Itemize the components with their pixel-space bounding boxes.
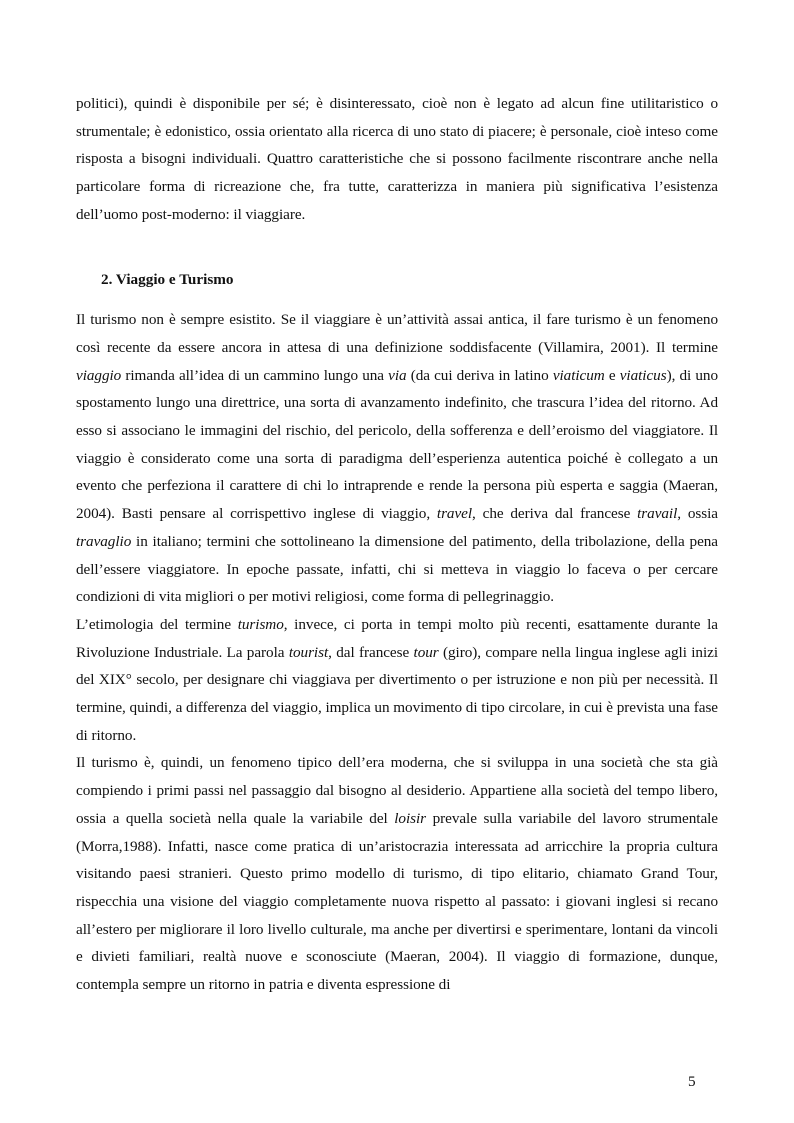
spacer <box>76 293 718 306</box>
section-heading: 2. Viaggio e Turismo <box>101 270 234 288</box>
page-body <box>76 90 718 999</box>
paragraph-viaggio: Il turismo non è sempre esistito. Se il viaggiare è un’attività assai antica, il fare turismo è un fenomeno così recente da essere ancora in attesa di una definizione soddisfacente (Villamira, 2001). Il termine viaggio rimanda all’idea di un cammino lungo una via (da cui deriva in latino viaticum e viaticus), di uno spostamento lungo una direttrice, una sorta di avanzamento indefinito, che trascura l’idea del ritorno. Ad esso si associano le immagini del rischio, del pericolo, della sofferenza e dell’eroismo del viaggiatore. Il viaggio è considerato come una sorta di paradigma dell’esperienza autentica poiché è collegato a un evento che perfeziona il carattere di chi lo intraprende e rende la persona più esperta e saggia (Maeran, 2004). Basti pensare al corrispettivo inglese di viaggio, travel, che deriva dal francese travail, ossia travaglio in italiano; termini che sottolineano la dimensione del patimento, della tribolazione, della pena dell’essere viaggiatore. In epoche passate, infatti, chi si metteva in viaggio lo faceva o per cercare condizioni di vita migliori o per motivi religiosi, come forma di pellegrinaggio. <box>76 311 718 606</box>
paragraph-turismo-moderno: Il turismo è, quindi, un fenomeno tipico dell’era moderna, che si sviluppa in una società che sta già compiendo i primi passi nel passaggio dal bisogno al desiderio. Appartiene alla società del tempo libero, ossia a quella società nella quale la variabile del loisir prevale sulla variabile del lavoro strumentale (Morra,1988). Infatti, nasce come pratica di un’aristocrazia interessata ad arricchire la propria cultura visitando paesi stranieri. Questo primo modello di turismo, di tipo elitario, chiamato Grand Tour, rispecchia una visione del viaggio completamente nuova rispetto al passato: i giovani inglesi si recano all’estero per migliorare il loro livello culturale, ma anche per divertirsi e sperimentare, lontani da vincoli e divieti familiari, realtà nuove e sconosciute (Maeran, 2004). Il viaggio di formazione, dunque, contempla sempre un ritorno in patria e diventa espressione di <box>76 754 718 994</box>
page-number: 5 <box>688 1073 696 1090</box>
spacer <box>76 229 718 266</box>
paragraph-etimologia: L’etimologia del termine turismo, invece, ci porta in tempi molto più recenti, esattamente durante la Rivoluzione Industriale. La parola tourist, dal francese tour (giro), compare nella lingua inglese agli inizi del XIX° secolo, per designare chi viaggiava per divertimento o per istruzione e non più per necessità. Il termine, quindi, a differenza del viaggio, implica un movimento di tipo circolare, in cui è prevista una fase di ritorno. <box>76 615 718 744</box>
paragraph-intro: politici), quindi è disponibile per sé; è disinteressato, cioè non è legato ad alcun fine utilitaristico o strumentale; è edonistico, ossia orientato alla ricerca di uno stato di piacere; è personale, cioè inteso come risposta a bisogni individuali. Quattro caratteristiche che si possono facilmente riscontrare anche nella particolare forma di ricreazione che, fra tutte, caratterizza in maniera più significativa l’esistenza dell’uomo post-moderno: il viaggiare. <box>76 95 718 223</box>
